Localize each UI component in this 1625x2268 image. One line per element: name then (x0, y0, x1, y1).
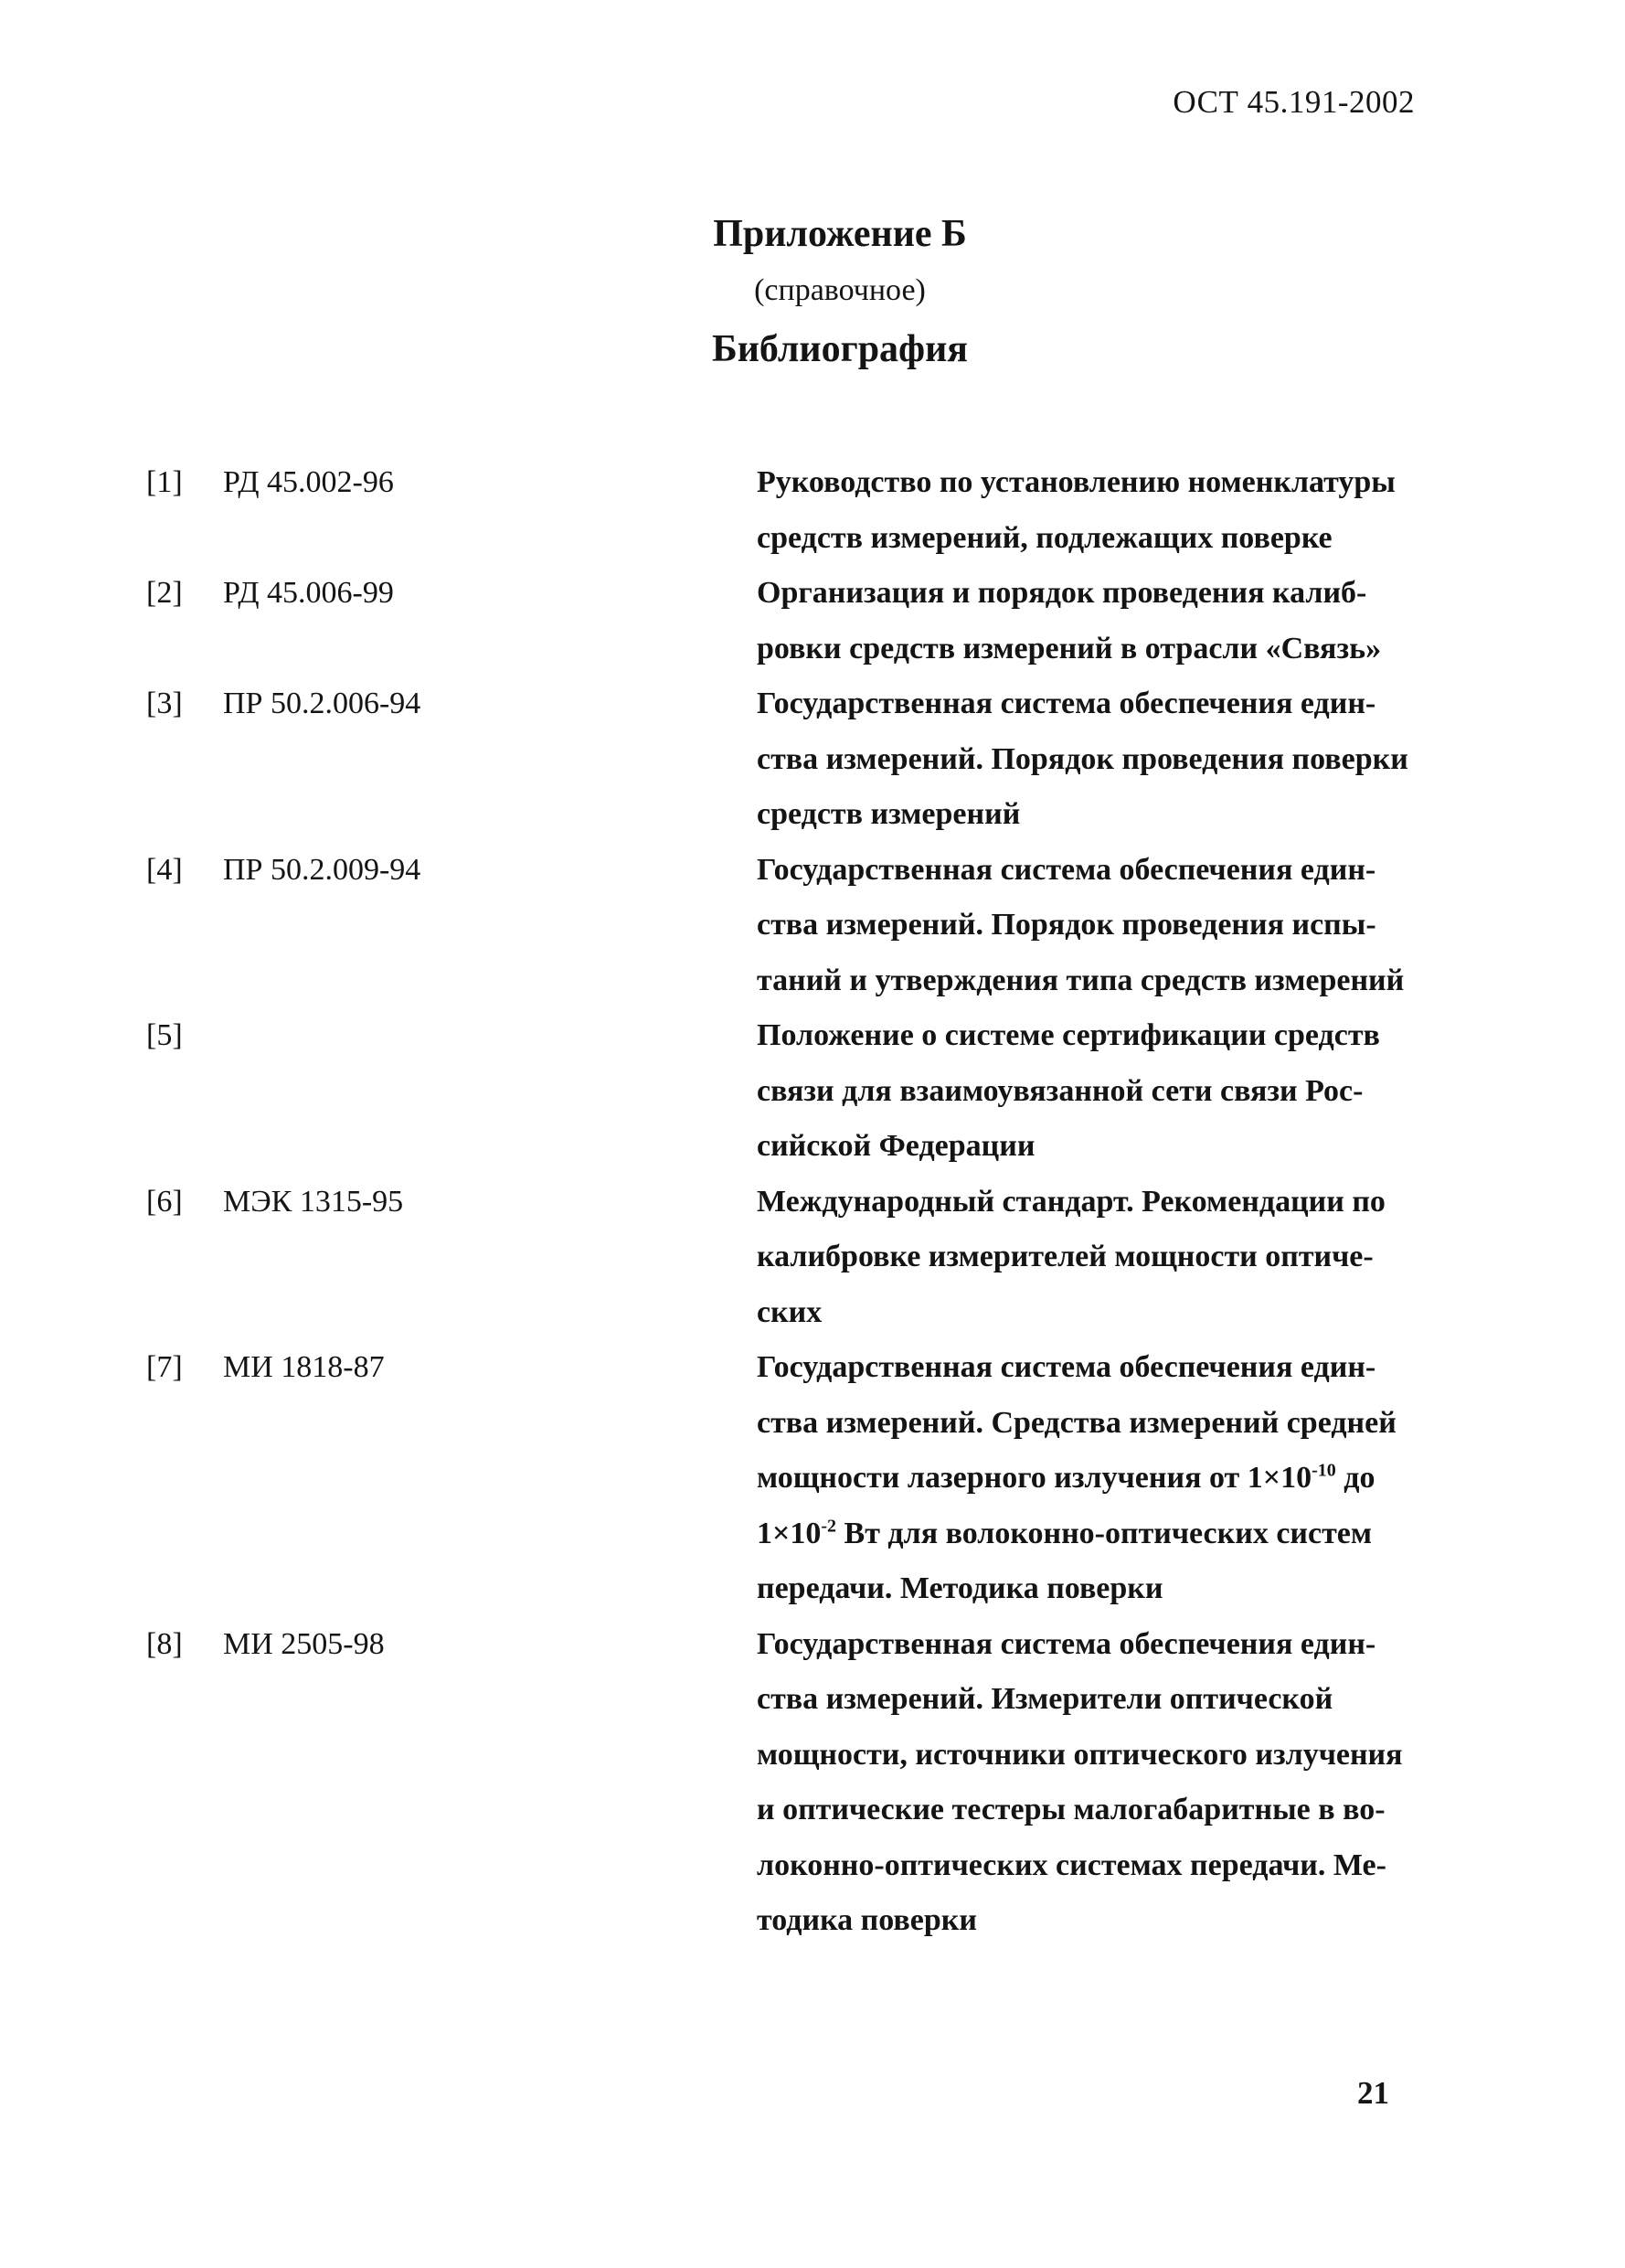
reference-title-line: тодика поверки (757, 1903, 977, 1937)
reference-title-line: ства измерений. Порядок проведения поверки (757, 741, 1408, 776)
reference-number: [3] (146, 687, 183, 720)
reference-title-line: средств измерений (757, 797, 1021, 831)
reference-title (757, 676, 1408, 843)
reference-title (757, 566, 1397, 676)
reference-item (146, 1008, 1426, 1175)
reference-code: ПР 50.2.009-94 (223, 852, 421, 887)
reference-item (146, 566, 1426, 676)
reference-title-line: Государственная система обеспечения един- (757, 687, 1376, 720)
reference-number: [4] (146, 852, 183, 887)
reference-code: МИ 1818-87 (223, 1350, 385, 1384)
reference-code: МИ 2505-98 (223, 1626, 385, 1661)
reference-item (146, 1175, 1426, 1341)
reference-number: [8] (146, 1626, 183, 1661)
reference-code: МЭК 1315-95 (223, 1184, 404, 1219)
reference-number: [2] (146, 576, 183, 610)
reference-number: [1] (146, 465, 183, 499)
reference-item (146, 1617, 1426, 1949)
reference-title-fragment: мощности лазерного излучения от 1×10 (757, 1461, 1312, 1495)
reference-title-line: Государственная система обеспечения един- (757, 852, 1376, 887)
reference-title-line: и оптические тестеры малогабаритные в во- (757, 1793, 1386, 1826)
reference-title-line: ровки средств измерений в отрасли «Связь» (757, 631, 1382, 665)
reference-title-line: ства измерений. Порядок проведения испы- (757, 908, 1376, 942)
reference-list (146, 455, 1426, 1949)
reference-item (146, 455, 1426, 566)
reference-item (146, 676, 1426, 843)
appendix-title: Приложение Б (713, 213, 967, 255)
reference-title-fragment: 1×10 (757, 1516, 822, 1550)
reference-code: РД 45.006-99 (223, 576, 394, 610)
reference-code (223, 1008, 757, 1175)
title-block (0, 208, 1625, 375)
reference-code: РД 45.002-96 (223, 465, 394, 499)
reference-number: [7] (146, 1350, 183, 1384)
reference-title (757, 843, 1405, 1009)
reference-title-line: Международный стандарт. Рекомендации по (757, 1184, 1386, 1219)
page-number: 21 (1357, 2075, 1389, 2111)
appendix-note: (справочное) (754, 273, 926, 307)
reference-title-line: Организация и порядок проведения калиб- (757, 576, 1367, 610)
reference-title (757, 1175, 1397, 1341)
reference-title-line: ских (757, 1294, 823, 1329)
reference-title-fragment: Вт для волоконно-оптических систем (844, 1516, 1373, 1550)
reference-title-line: мощности, источники оптического излучения (757, 1737, 1403, 1772)
document-code: ОСТ 45.191-2002 (1173, 84, 1415, 120)
reference-title (757, 1008, 1397, 1175)
reference-number: [6] (146, 1184, 183, 1219)
reference-title-line: передачи. Методика поверки (757, 1571, 1163, 1605)
reference-title (757, 1340, 1397, 1617)
reference-title-line (757, 1451, 1397, 1507)
reference-title (757, 455, 1397, 566)
reference-number: [5] (146, 1018, 183, 1052)
reference-title-line: таний и утверждения типа средств измерений (757, 963, 1405, 997)
reference-title-line: калибровке измерителей мощности оптиче- (757, 1240, 1374, 1273)
reference-title-fragment: до (1344, 1461, 1375, 1495)
reference-title-line: Руководство по установлению номенклатуры (757, 465, 1396, 499)
reference-item (146, 843, 1426, 1009)
reference-code: ПР 50.2.006-94 (223, 687, 421, 720)
reference-title-line: Государственная система обеспечения един- (757, 1350, 1376, 1384)
reference-title (757, 1617, 1403, 1949)
reference-title-line: Государственная система обеспечения един- (757, 1626, 1376, 1661)
reference-title-line: средств измерений, подлежащих поверке (757, 520, 1333, 555)
reference-title-line: локонно-оптических системах передачи. Ме- (757, 1847, 1386, 1882)
exponent: -10 (1312, 1460, 1336, 1481)
reference-title-line: сийской Федерации (757, 1129, 1036, 1163)
reference-item (146, 1340, 1426, 1617)
reference-title-line: ства измерений. Средства измерений средней (757, 1405, 1397, 1440)
bibliography-title: Библиография (711, 328, 969, 370)
exponent: -2 (821, 1516, 837, 1537)
reference-title-line: Положение о системе сертификации средств (757, 1018, 1380, 1052)
reference-title-line: ства измерений. Измерители оптической (757, 1682, 1333, 1716)
reference-title-line: связи для взаимоувязанной сети связи Рос- (757, 1073, 1364, 1108)
reference-title-line (757, 1507, 1397, 1562)
